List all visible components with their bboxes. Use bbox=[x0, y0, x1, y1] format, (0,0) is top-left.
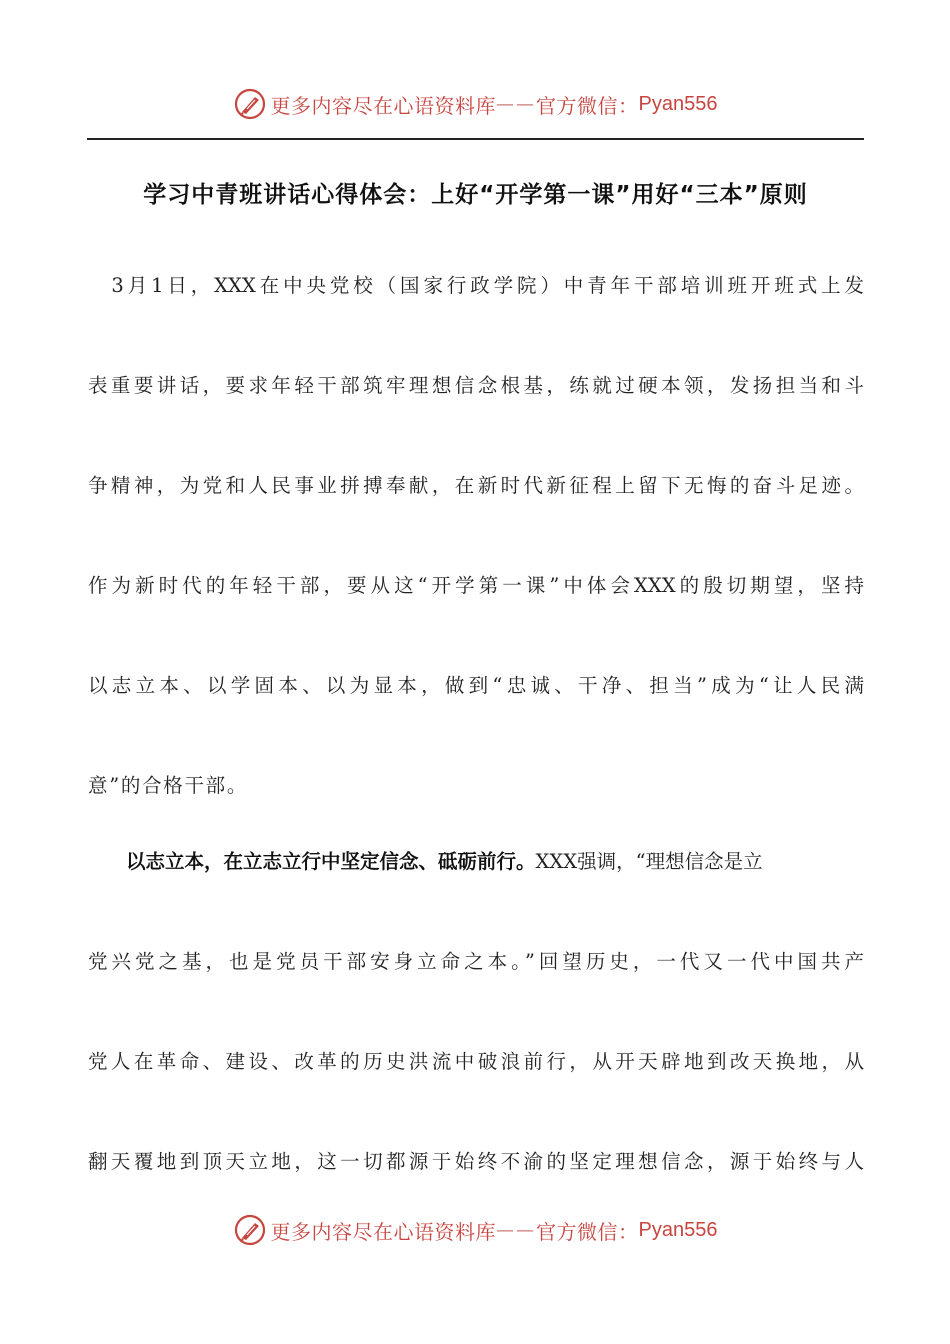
banner-wechat-id: Pyan556 bbox=[638, 92, 718, 115]
body-line: 意”的合格干部。 bbox=[88, 774, 249, 797]
body-line: 表重要讲话，要求年轻干部筑牢理想信念根基，练就过硬本领，发扬担当和斗 bbox=[88, 374, 864, 397]
body-line: 以志立本、以学固本、以为显本，做到“忠诚、干净、担当”成为“让人民满 bbox=[88, 674, 864, 697]
section-lead: 以志立本，在立志立行中坚定信念、砥砺前行。 bbox=[126, 850, 536, 873]
document-title: 学习中青班讲话心得体会：上好“开学第一课”用好“三本”原则 bbox=[143, 182, 808, 208]
section-first-rest: XXX强调，“理想信念是立 bbox=[535, 850, 763, 873]
section-first-line bbox=[126, 847, 864, 877]
banner-separator: —— bbox=[496, 1219, 537, 1241]
body-line: 党兴党之基，也是党员干部安身立命之本。”回望历史，一代又一代中国共产 bbox=[88, 950, 864, 973]
banner-main-text: 更多内容尽在心语资料库 bbox=[270, 1219, 497, 1244]
banner-separator: —— bbox=[496, 93, 537, 115]
body-line: 作为新时代的年轻干部，要从这“开学第一课”中体会XXX的殷切期望，坚持 bbox=[88, 574, 864, 597]
banner-label: 官方微信： bbox=[536, 93, 639, 118]
header-banner bbox=[0, 84, 950, 124]
banner-label: 官方微信： bbox=[536, 1219, 639, 1244]
header-divider bbox=[87, 138, 864, 140]
body-line: 翻天覆地到顶天立地，这一切都源于始终不渝的坚定理想信念，源于始终与人 bbox=[88, 1150, 864, 1173]
pen-nib-icon bbox=[233, 1213, 267, 1247]
body-line: 党人在革命、建设、改革的历史洪流中破浪前行，从开天辟地到改天换地，从 bbox=[88, 1050, 864, 1073]
banner-main-text: 更多内容尽在心语资料库 bbox=[270, 93, 497, 118]
body-line: 争精神，为党和人民事业拼搏奉献，在新时代新征程上留下无悔的奋斗足迹。 bbox=[88, 474, 864, 497]
pen-nib-icon bbox=[233, 87, 267, 121]
body-line: 3月1日，XXX在中央党校（国家行政学院）中青年干部培训班开班式上发 bbox=[88, 274, 864, 297]
footer-banner bbox=[0, 1210, 950, 1250]
banner-wechat-id: Pyan556 bbox=[638, 1218, 718, 1241]
